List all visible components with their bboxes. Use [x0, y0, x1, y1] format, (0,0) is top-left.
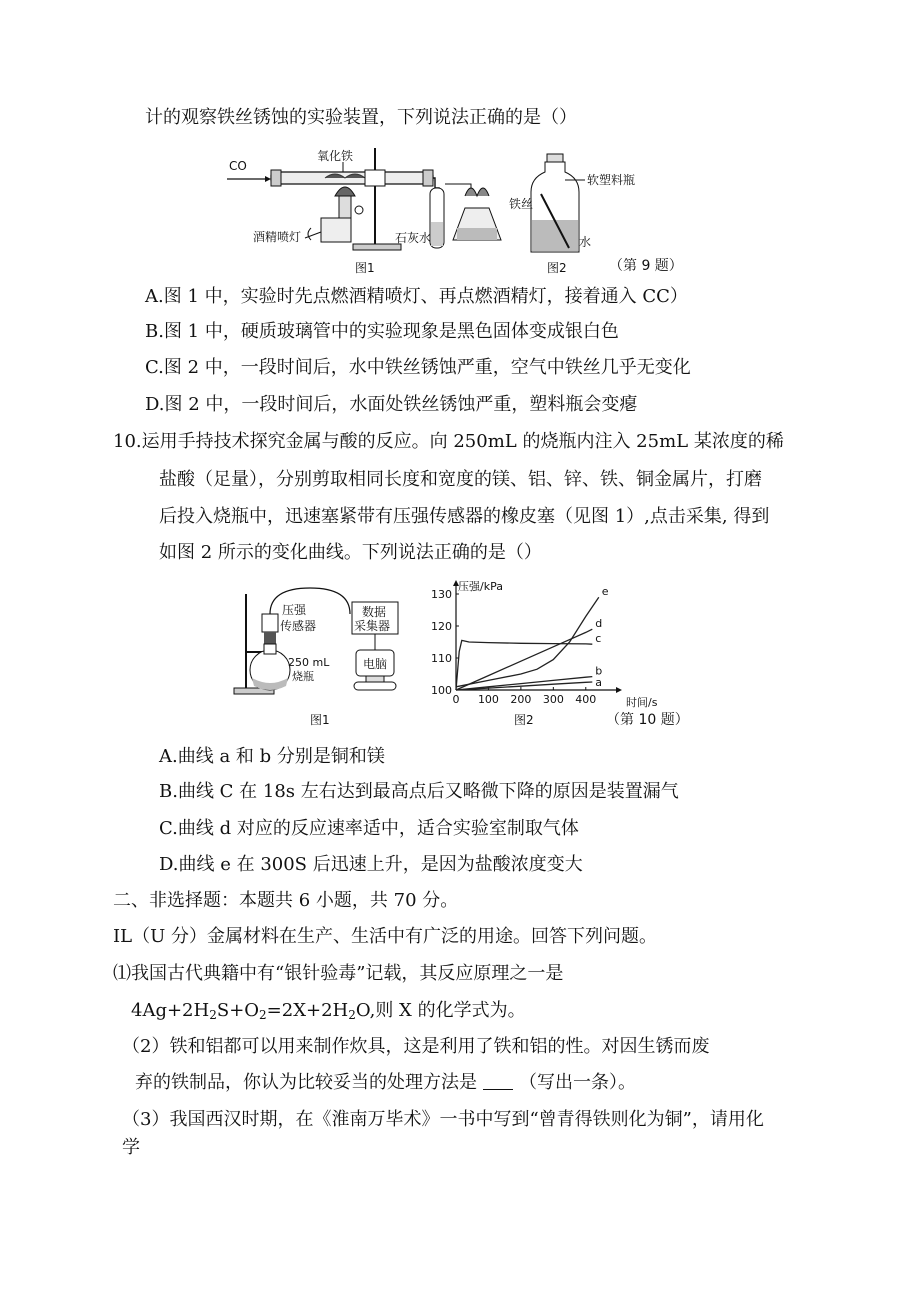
y-tick-label: 130	[431, 588, 452, 601]
flame-icon	[335, 187, 355, 196]
q11-stem: IL（U 分）金属材料在生产、生活中有广泛的用途。回答下列问题。	[113, 926, 657, 947]
q10-pressure-chart	[420, 576, 710, 736]
fig1-caption: 图1	[355, 261, 375, 275]
q9-option-a: A.图 1 中，实验时先点燃酒精喷灯、再点燃酒精灯，接着通入 CC）	[145, 286, 688, 307]
co-label: CO	[229, 159, 247, 173]
q10-stem-line-3: 后投入烧瓶中，迅速塞紧带有压强传感器的橡皮塞（见图 1）,点击采集, 得到	[159, 506, 770, 527]
sensor-label-1: 压强	[282, 603, 307, 617]
fig2-caption: 图2	[514, 713, 534, 727]
q10-number: （第 10 题）	[606, 712, 689, 728]
sensor-label-2: 传感器	[280, 619, 317, 633]
computer-label: 电脑	[363, 657, 388, 671]
x-tick-label: 200	[510, 693, 532, 706]
q11-part-3-line-1: （3）我国西汉时期，在《淮南万毕术》一书中写到“曾青得铁则化为铜”，请用化	[122, 1109, 764, 1130]
series-label-b: b	[595, 664, 603, 678]
flask-label-2: 烧瓶	[292, 670, 314, 683]
x-tick-label: 400	[575, 693, 597, 706]
x-tick-label: 100	[477, 693, 499, 706]
q10-option-d: D.曲线 e 在 300S 后迅速上升，是因为盐酸浓度变大	[159, 854, 583, 875]
answer-blank[interactable]	[483, 1071, 513, 1090]
q11-part-2-line-2: 弃的铁制品，你认为比较妥当的处理方法是 （写出一条）。	[135, 1072, 636, 1093]
q10-option-b: B.曲线 C 在 18s 左右达到最高点后又略微下降的原因是装置漏气	[159, 781, 679, 802]
q11-part-1-equation: $4Ag+2H_2S+O_2=2X+2H_2O$,则 X 的化学式为。	[131, 1000, 526, 1022]
y-axis-label: 压强/kPa	[458, 580, 503, 593]
q10-stem-line-1: 10.运用手持技术探究金属与酸的反应。向 250mL 的烧瓶内注入 25mL 某浓度的稀	[113, 431, 784, 452]
q11-part-1-line-1: ⑴我国古代典籍中有“银针验毒”记载，其反应原理之一是	[113, 963, 564, 984]
q10-option-a: A.曲线 a 和 b 分别是铜和镁	[159, 746, 385, 767]
flask-label-1: 250 mL	[288, 656, 330, 669]
bottle-label: 软塑料瓶	[587, 173, 636, 187]
q11-part-2-line-1: （2）铁和铝都可以用来制作炊具，这是利用了铁和铝的性。对因生锈而废	[122, 1036, 710, 1057]
pressure-sensor	[262, 614, 278, 632]
x-axis-label: 时间/s	[626, 696, 658, 709]
section-2-heading: 二、非选择题：本题共 6 小题，共 70 分。	[113, 890, 459, 911]
series-label-d: d	[595, 617, 603, 631]
series-label-a: a	[595, 676, 603, 689]
series-label-c: c	[595, 632, 602, 646]
q10-option-c: C.曲线 d 对应的反应速率适中，适合实验室制取气体	[159, 818, 579, 839]
x-tick-label: 300	[542, 693, 564, 706]
limewater-label: 石灰水	[395, 231, 432, 245]
q9-figure	[225, 148, 705, 276]
collector-label-2: 采集器	[354, 619, 391, 633]
fig1-caption: 图1	[310, 713, 330, 727]
q11-part-3-line-2: 学	[122, 1137, 140, 1158]
water-label: 水	[579, 235, 592, 249]
collector-label-1: 数据	[362, 605, 387, 619]
q9-option-d: D.图 2 中，一段时间后，水面处铁丝锈蚀严重，塑料瓶会变瘪	[145, 394, 638, 415]
fig2-caption: 图2	[547, 261, 567, 275]
lamp-label: 酒精喷灯	[253, 230, 302, 244]
q9-option-c: C.图 2 中，一段时间后，水中铁丝锈蚀严重，空气中铁丝几乎无变化	[145, 357, 691, 378]
wire-label: 铁丝	[509, 197, 534, 211]
y-tick-label: 110	[431, 652, 452, 665]
x-tick-label: 0	[452, 693, 460, 706]
y-tick-label: 100	[431, 684, 452, 697]
x-axis-arrow	[616, 687, 622, 693]
y-tick-label: 120	[431, 620, 452, 633]
series-label-e: e	[601, 585, 609, 599]
fe2o3-label: 氧化铁	[317, 149, 354, 163]
q10-stem-line-4: 如图 2 所示的变化曲线。下列说法正确的是（）	[159, 542, 542, 563]
q10-stem-line-2: 盐酸（足量），分别剪取相同长度和宽度的镁、铝、锌、铁、铜金属片，打磨	[159, 469, 762, 490]
q10-figure-1	[230, 582, 430, 732]
q9-stem-tail: 计的观察铁丝锈蚀的实验装置，下列说法正确的是（）	[145, 107, 577, 128]
q9-number: （第 9 题）	[609, 258, 683, 274]
q9-option-b: B.图 1 中，硬质玻璃管中的实验现象是黑色固体变成银白色	[145, 321, 619, 342]
